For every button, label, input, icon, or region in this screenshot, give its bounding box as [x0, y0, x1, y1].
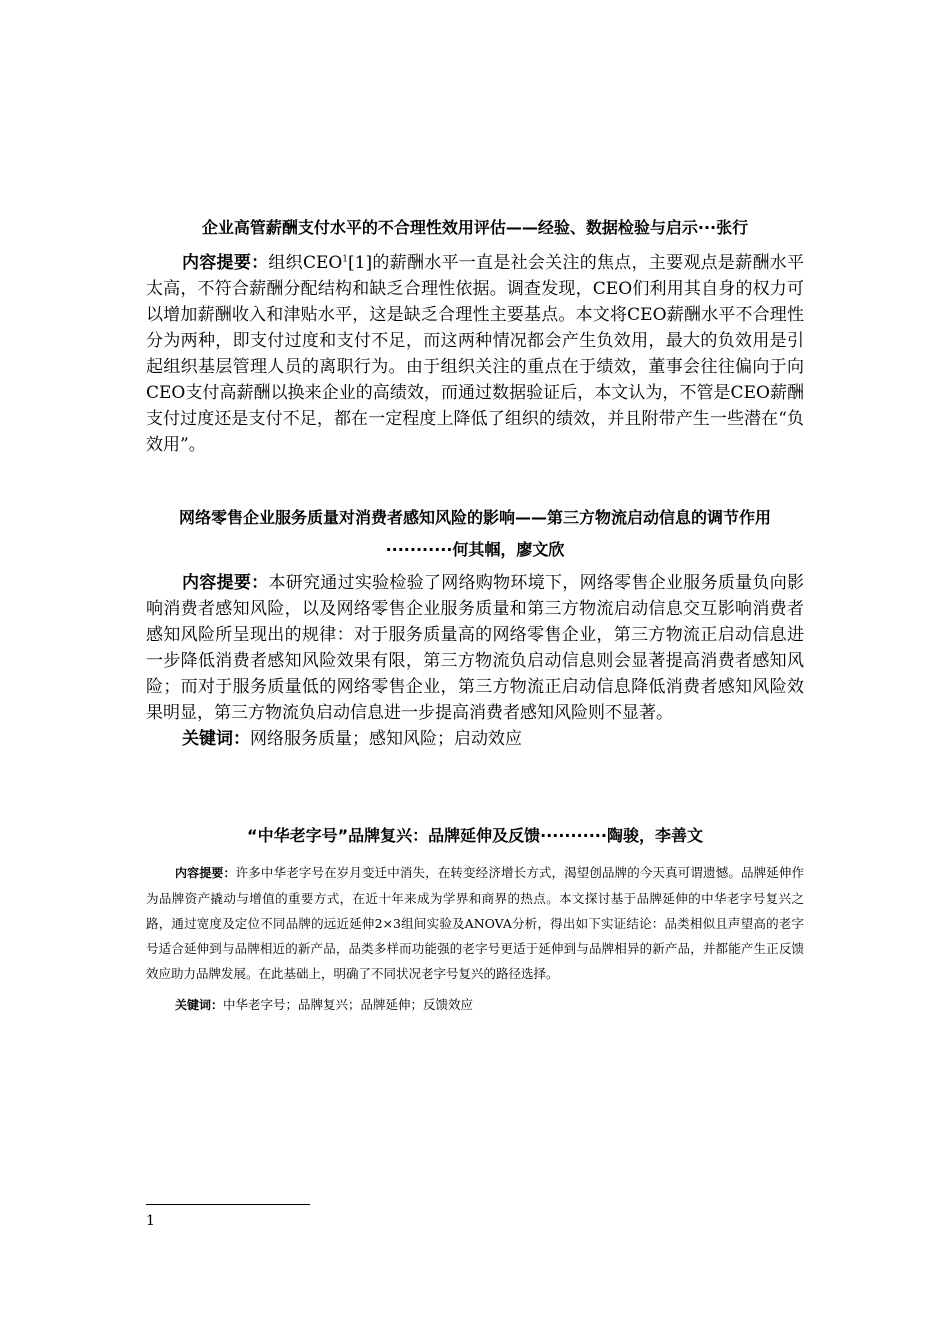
article-1-abstract-label: 内容提要：	[182, 253, 269, 273]
article-3-abstract-label: 内容提要：	[175, 866, 236, 880]
article-2-keywords	[146, 726, 804, 752]
article-1-title: 企业高管薪酬支付水平的不合理性效用评估——经验、数据检验与启示···张行	[201, 218, 749, 237]
article-1	[146, 212, 804, 458]
article-3-keywords	[146, 992, 804, 1018]
article-2-keywords-text: 网络服务质量；感知风险；启动效应	[250, 729, 522, 749]
article-3-keywords-text: 中华老字号；品牌复兴；品牌延伸；反馈效应	[223, 997, 474, 1012]
footnote-separator	[146, 1204, 310, 1205]
article-2-title: 网络零售企业服务质量对消费者感知风险的影响——第三方物流启动信息的调节作用···········何其帼，廖文欣	[178, 508, 771, 559]
article-3	[146, 822, 804, 1018]
article-2-keywords-label: 关键词：	[182, 729, 250, 749]
article-2-abstract-text: 本研究通过实验检验了网络购物环境下，网络零售企业服务质量负向影响消费者感知风险，以及网络零售企业服务质量和第三方物流启动信息交互影响消费者感知风险所呈现出的规律：对于服务质量高的网络零售企业，第三方物流正启动信息进一步降低消费者感知风险效果有限，第三方物流负启动信息则会显著提高消费者感知风险；而对于服务质量低的网络零售企业，第三方物流正启动信息降低消费者感知风险效果明显，第三方物流负启动信息进一步提高消费者感知风险则不显著。	[146, 573, 805, 723]
footnote-ref-mark[interactable]: 1	[342, 254, 349, 265]
article-3-abstract	[146, 860, 804, 986]
citation-ref[interactable]: [1]	[348, 253, 373, 273]
article-3-keywords-label: 关键词：	[175, 998, 224, 1012]
article-3-abstract-text: 许多中华老字号在岁月变迁中消失，在转变经济增长方式，渴望创品牌的今天真可谓遗憾。品牌延伸作为品牌资产撬动与增值的重要方式，在近十年来成为学界和商界的热点。本文探讨基于品牌延伸的中华老字号复兴之路，通过宽度及定位不同品牌的远近延伸2×3组间实验及ANOVA分析，得出如下实证结论：品类相似且声望高的老字号适合延伸到与品牌相近的新产品，品类多样而功能强的老字号更适于延伸到与品牌相异的新产品，并都能产生正反馈效应助力品牌发展。在此基础上，明确了不同状况老字号复兴的路径选择。	[146, 865, 804, 981]
article-1-abstract-pre: 组织CEO	[268, 253, 343, 273]
article-1-abstract	[146, 250, 804, 458]
article-2-abstract	[146, 570, 804, 726]
article-1-abstract-text: 的薪酬水平一直是社会关注的焦点，主要观点是薪酬水平太高，不符合薪酬分配结构和缺乏合理性依据。调查发现，CEO们利用其自身的权力可以增加薪酬收入和津贴水平，这是缺乏合理性主要基点。本文将CEO薪酬水平不合理性分为两种，即支付过度和支付不足，而这两种情况都会产生负效用，最大的负效用是引起组织基层管理人员的离职行为。由于组织关注的重点在于绩效，董事会往往偏向于向CEO支付高薪酬以换来企业的高绩效，而通过数据验证后，本文认为，不管是CEO薪酬支付过度还是支付不足，都在一定程度上降低了组织的绩效，并且附带产生一些潜在“负效用”。	[146, 253, 805, 455]
article-2-abstract-label: 内容提要：	[182, 573, 269, 593]
article-3-title: “中华老字号”品牌复兴：品牌延伸及反馈···········陶骏，李善文	[247, 826, 703, 845]
article-2	[146, 502, 804, 752]
footnote-number: 1	[146, 1213, 155, 1229]
